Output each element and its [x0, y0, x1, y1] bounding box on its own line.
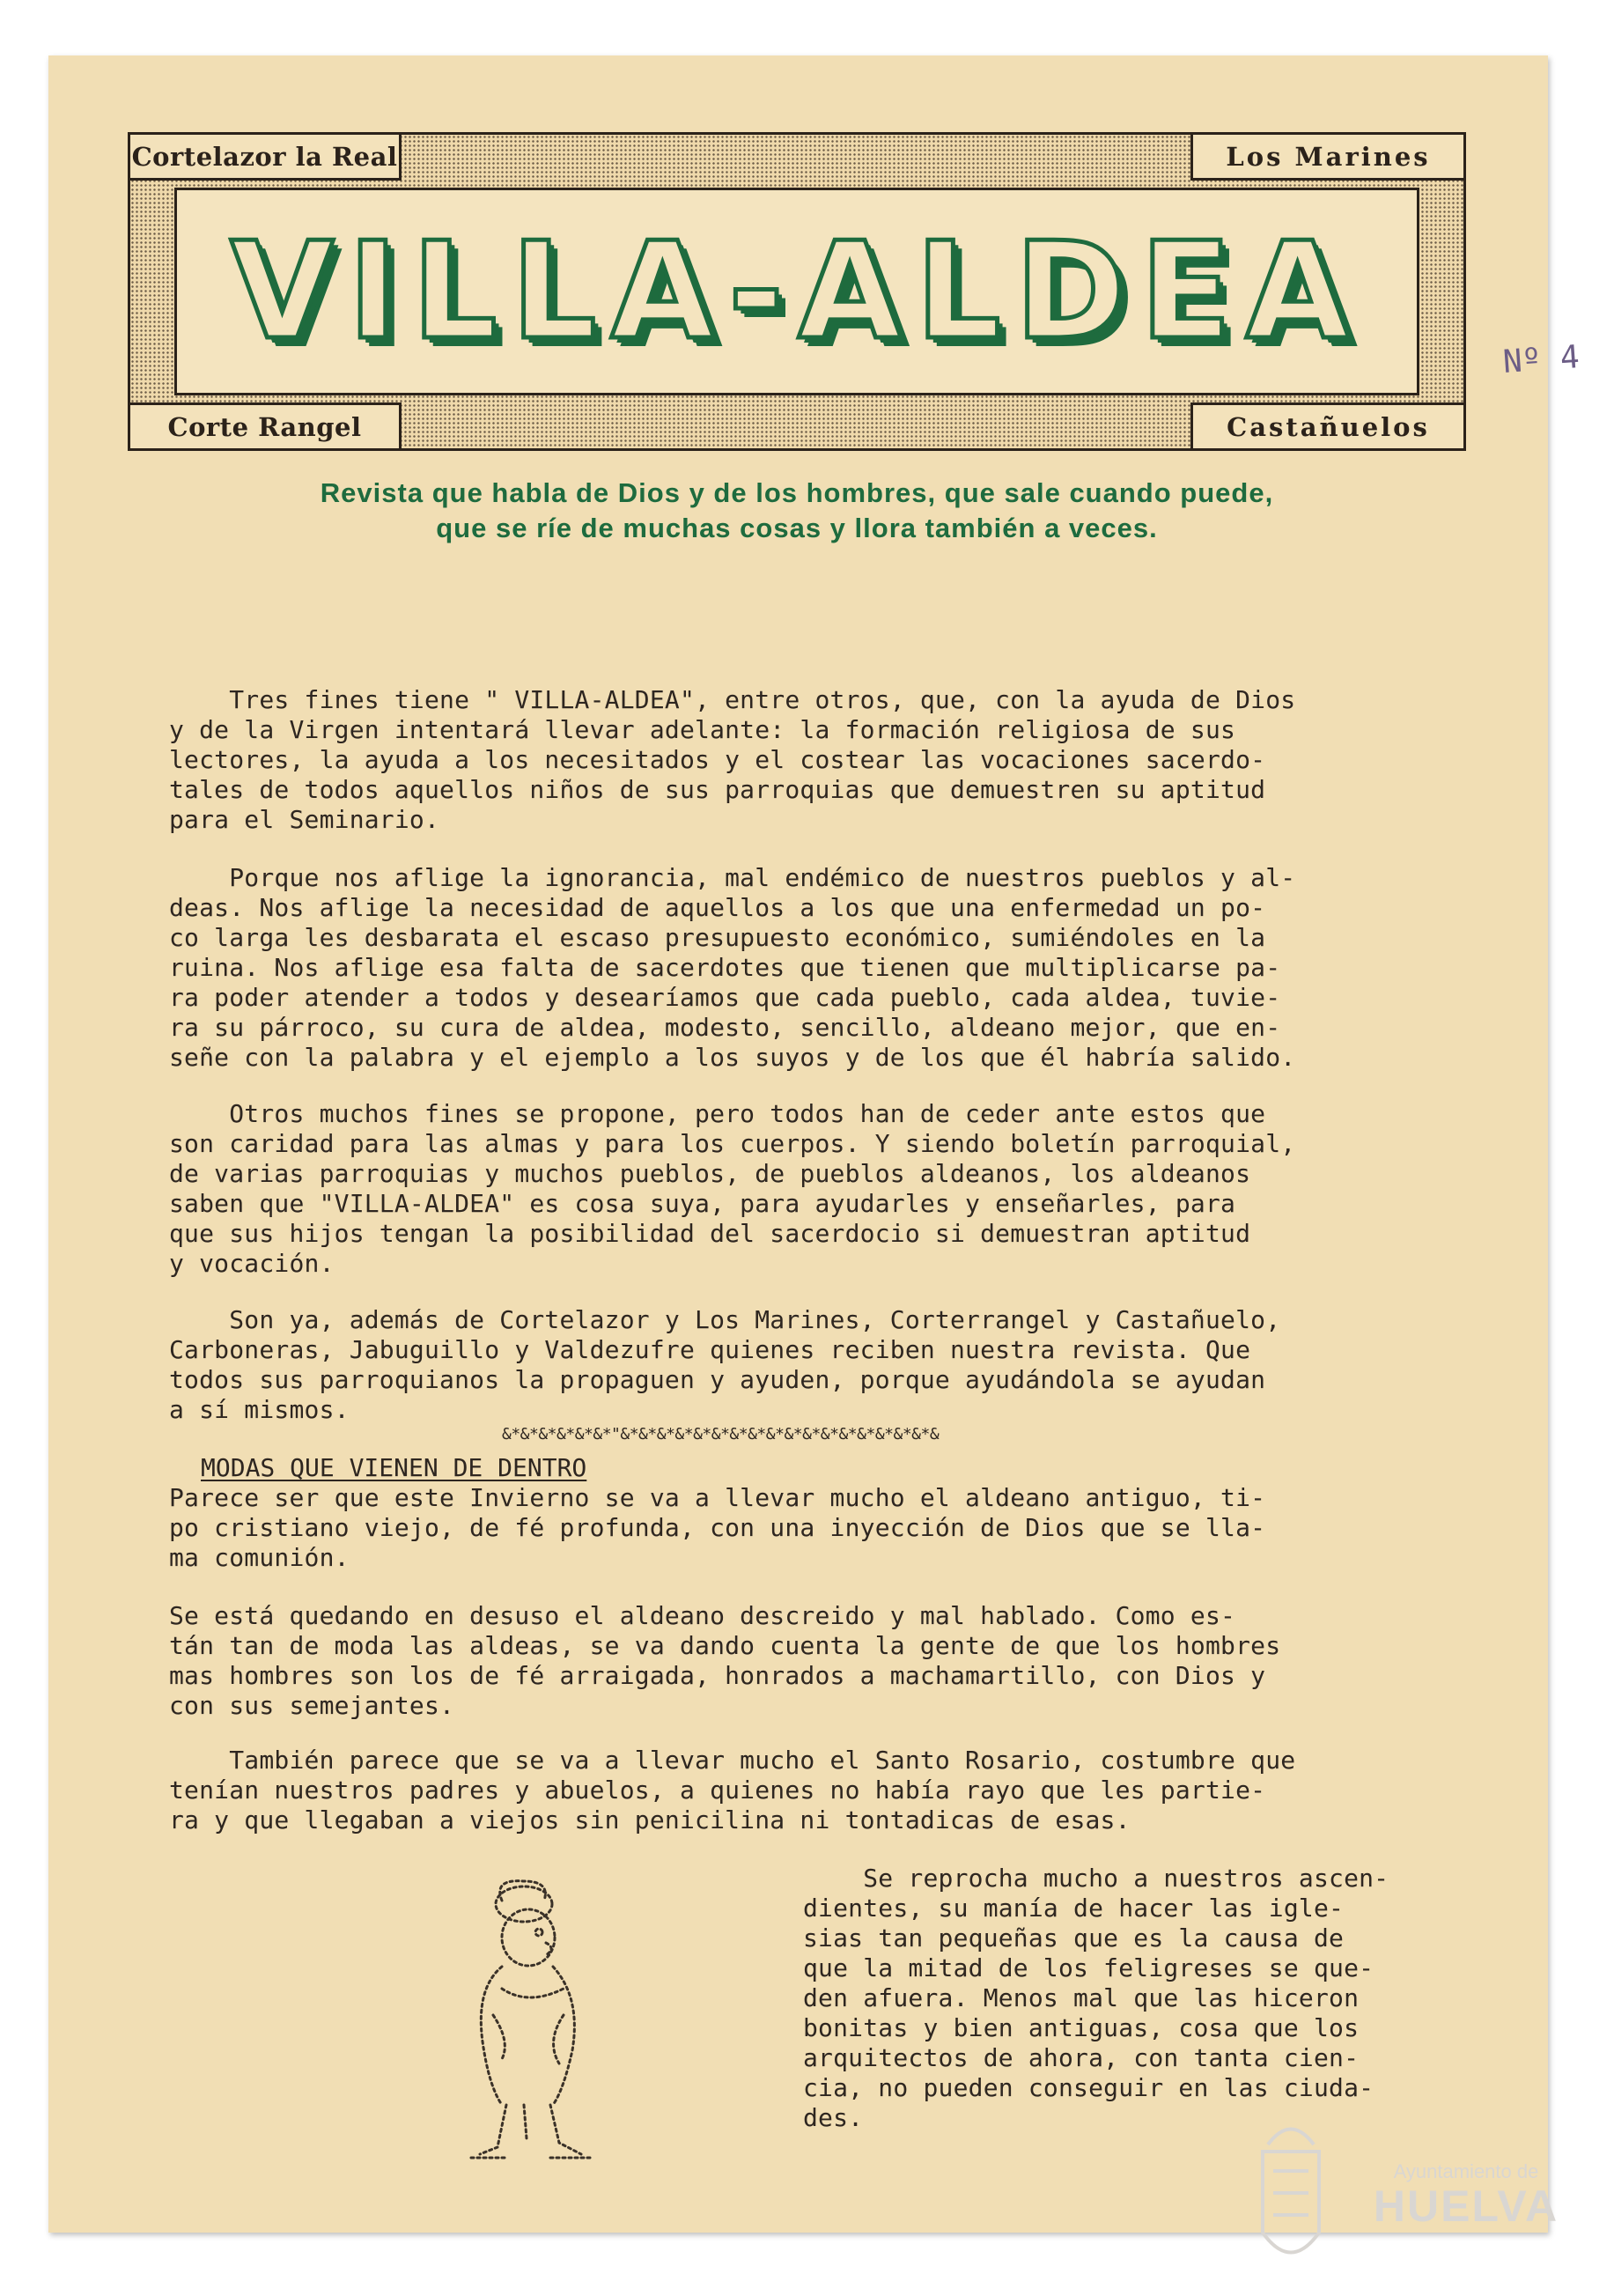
paragraph-7: También parece que se va a llevar mucho el Santo Rosario, costumbre que tenían nuestros padres y abuelos, a quienes no había rayo que les partie- ra y que llegaban a viejos sin penicilina ni tontadicas de esas. [169, 1746, 1296, 1835]
parish-label-los-marines: Los Marines [1190, 135, 1463, 181]
tagline-line-1: Revista que habla de Dios y de los hombres, que sale cuando puede, [320, 477, 1274, 508]
city-crest-watermark [1250, 2109, 1331, 2277]
paragraph-6: Se está quedando en desuso el aldeano descreido y mal hablado. Como es- tán tan de moda las aldeas, se va dando cuenta la gente de que los hombres mas hombres son los de fé arraigada, honrados a machamartillo, con Dios y con sus semejantes. [169, 1601, 1281, 1720]
paragraph-8: Se reprocha mucho a nuestros ascen- dientes, su manía de hacer las igle- sias tan pequeñas que es la causa de que la mitad de los feligreses se que- den afuera. Menos mal que las hiceron bonitas y bien antiguas, cosa que los arquitectos de ahora, con tanta cien- cia, no pueden conseguir en las ciuda- des. [803, 1864, 1389, 2132]
separator-line: &*&*&*&*&*&*"&*&*&*&*&*&*&*&*&*&*&*&*&*&*&*&*&*& [502, 1425, 940, 1443]
title-box [174, 188, 1419, 395]
watermark-line-2: HUELVA [1373, 2182, 1559, 2231]
tagline [128, 476, 1466, 546]
paragraph-5: Parece ser que este Invierno se va a llevar mucho el aldeano antiguo, ti- po cristiano viejo, de fé profunda, con una inyección de Dios que se lla- ma comunión. [169, 1483, 1266, 1572]
section-heading: MODAS QUE VIENEN DE DENTRO [201, 1453, 587, 1482]
paragraph-2: Porque nos aflige la ignorancia, mal endémico de nuestros pueblos y al- deas. Nos aflige la necesidad de aquellos a los que una enfermedad un po- co larga les desbarata el escaso presupuesto económico, sumiéndoles en la ruina. Nos aflige esa falta de sacerdotes que tienen que multiplicarse pa- ra poder atender a todos y desearíamos que cada pueblo, cada aldea, tuvie- ra su párroco, su cura de aldea, modesto, sencillo, aldeano mejor, que en- señe con la palabra y el ejemplo a los suyos y de los que él habría salido. [169, 863, 1296, 1072]
tagline-line-2: que se ríe de muchas cosas y llora también a veces. [436, 513, 1158, 543]
parish-label-cortelazor: Cortelazor la Real [130, 135, 402, 181]
issue-number-stamp: Nº 4 [1501, 339, 1581, 380]
watermark-text [1360, 2160, 1572, 2229]
paragraph-4: Son ya, además de Cortelazor y Los Marines, Corterrangel y Castañuelo, Carboneras, Jabuguillo y Valdezufre quienes reciben nuestra revista. Que todos sus parroquianos la propaguen y ayuden, porque ayudándola se ayudan a sí mismos. [169, 1305, 1281, 1424]
watermark-line-1: Ayuntamiento de [1393, 2160, 1539, 2182]
villager-illustration [440, 1874, 634, 2174]
parish-label-castanuelos: Castañuelos [1190, 402, 1463, 448]
paragraph-3: Otros muchos fines se propone, pero todos han de ceder ante estos que son caridad para las almas y para los cuerpos. Y siendo boletín parroquial, de varias parroquias y muchos pueblos, de pueblos aldeanos, los aldeanos saben que "VILLA-ALDEA" es cosa suya, para ayudarles y enseñarles, para que sus hijos tengan la posibilidad del sacerdocio si demuestran aptitud y vocación. [169, 1099, 1296, 1278]
parish-label-corte-rangel: Corte Rangel [130, 402, 402, 448]
publication-title: VILLA-ALDEA [230, 213, 1364, 369]
masthead [128, 132, 1466, 451]
paragraph-1: Tres fines tiene " VILLA-ALDEA", entre otros, que, con la ayuda de Dios y de la Virgen intentará llevar adelante: la formación religiosa de sus lectores, la ayuda a los necesitados y el costear las vocaciones sacerdo- tales de todos aquellos niños de sus parroquias que demuestren su aptitud para el Seminario. [169, 685, 1296, 834]
